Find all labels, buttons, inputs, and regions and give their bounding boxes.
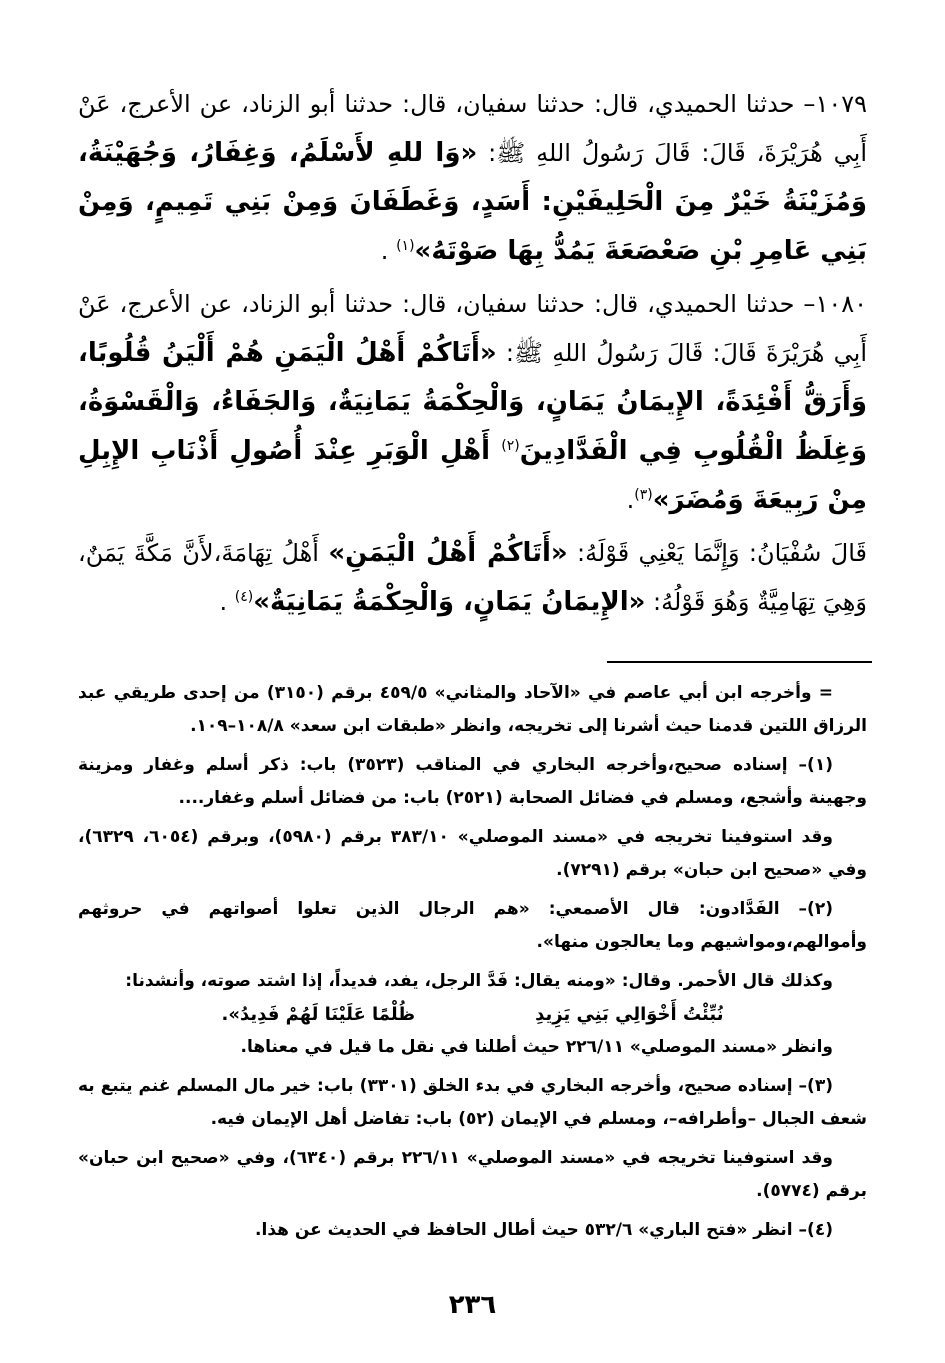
- footnote-ref-3: (٣): [634, 487, 653, 503]
- sufyan-mid: أَهْلُ تِهَامَةَ،لأَنَّ مَكَّةَ يَمَنٌ، وَهِيَ تِهَامِيَّةٌ وَهُوَ قَوْلُهُ:: [78, 539, 867, 616]
- footnotes: [78, 677, 867, 1247]
- page-number: ٢٣٦: [448, 1290, 497, 1320]
- footnote-divider: [607, 661, 872, 663]
- footnote-ref-2: (٢): [501, 438, 520, 454]
- footnote-1-more: وقد استوفينا تخريجه في «مسند الموصلي» ٣٨٣/١٠ برقم (٥٩٨٠)، وبرقم (٦٠٥٤، ٦٣٢٩)، وفي «صحيح ابن حبان» برقم (٧٢٩١).: [78, 827, 867, 880]
- footnote-ref-4: (٤): [234, 589, 254, 605]
- footnote-3-more: وقد استوفينا تخريجه في «مسند الموصلي» ٢٢٦/١١ برقم (٦٣٤٠)، وفي «صحيح ابن حبان» برقم (٥٧٧٤).: [78, 1148, 867, 1201]
- footnote-4: (٤)– انظر «فتح الباري» ٥٣٢/٦ حيث أطال الحافظ في الحديث عن هذا.: [255, 1220, 833, 1240]
- footnote-2-more: وكذلك قال الأحمر. وقال: «ومنه يقال: فَدَّ الرجل، يفد، فديداً، إذا اشتد صوته، وأنشدنا:: [125, 971, 833, 991]
- footnote-2: (٢)– الفَدَّادون: قال الأصمعي: «هم الرجال الذين تعلوا أصواتهم في حروثهم وأموالهم،ومواشيهم وما يعالجون منها».: [78, 899, 867, 952]
- footnote-3: (٣)– إسناده صحيح، وأخرجه البخاري في بدء الخلق (٣٣٠١) باب: خير مال المسلم غنم يتبع به شعف الجبال –وأطرافه–، ومسلم في الإيمان (٥٢) باب: تفاضل أهل الإيمان فيه.: [78, 1076, 867, 1129]
- hadith-1080-text-b: أَهْلِ الْوَبَرِ عِنْدَ أُصُولِ أَذْنَابِ الإِبِلِ مِنْ رَبِيعَةَ وَمُضَرَ»: [78, 436, 867, 515]
- sufyan-end: .: [219, 588, 235, 616]
- hadith-1080: [78, 280, 867, 525]
- poetry-verse: [78, 998, 867, 1031]
- verse-second-hemistich: ظُلْمًا عَلَيْنَا لَهُمْ فَدِيدُ».: [221, 1004, 416, 1025]
- main-text: [78, 80, 867, 627]
- hadith-1080-lead: عَنْ أَبِي هُرَيْرَةَ قَالَ: قَالَ رَسُولُ اللهِ ﷺ:: [78, 290, 867, 367]
- isnad-1080: ١٠٨٠– حدثنا الحميدي، قال: حدثنا سفيان، قال: حدثنا أبو الزناد، عن الأعرج،: [119, 290, 867, 318]
- verse-first-hemistich: نُبِّئْتُ أَخْوَالِي بَنِي يَزِيدِ: [535, 1004, 724, 1025]
- sufyan-comment: [78, 529, 867, 627]
- isnad-1079: ١٠٧٩– حدثنا الحميدي، قال: حدثنا سفيان، قال: حدثنا أبو الزناد، عن الأعرج،: [119, 90, 867, 118]
- hadith-1079: [78, 80, 867, 276]
- hadith-1080-end: .: [626, 486, 635, 514]
- sufyan-quote-2: «الإِيمَانُ يَمَانٍ، وَالْحِكْمَةُ يَمَانِيَةٌ»: [253, 587, 646, 617]
- hadith-1079-lead: عَنْ أَبِي هُرَيْرَةَ، قَالَ: قَالَ رَسُولُ اللهِ ﷺ:: [78, 90, 867, 167]
- footnote-ref-1: (١): [396, 238, 415, 254]
- footnote-1: (١)– إسناده صحيح،وأخرجه البخاري في المناقب (٣٥٢٣) باب: ذكر أسلم وغفار ومزينة وجهينة وأشجع، ومسلم في فضائل الصحابة (٢٥٢١) باب: من فضائل أسلم وغفار....: [78, 755, 867, 808]
- hadith-1079-text: «وَا للهِ لأَسْلَمُ، وَغِفَارُ، وَجُهَيْنَةُ، وَمُزَيْنَةُ خَيْرٌ مِنَ الْحَلِيفَيْنِ: أَسَدٍ، وَغَطَفَانَ وَمِنْ بَنِي تَمِيمٍ، وَمِنْ بَنِي عَامِرِ بْنِ صَعْصَعَةَ يَمُدُّ بِهَا صَوْتَهُ»: [78, 138, 867, 266]
- sufyan-quote-1: «أَتَاكُمْ أَهْلُ الْيَمَنِ»: [328, 538, 568, 568]
- sufyan-lead: قَالَ سُفْيَانُ: وَإِنَّمَا يَعْنِي قَوْلَهُ:: [567, 539, 868, 567]
- hadith-1079-end: .: [380, 237, 397, 265]
- footnote-continuation: = وأخرجه ابن أبي عاصم في «الآحاد والمثاني» ٤٥٩/٥ برقم (٣١٥٠) من إحدى طريقي عبد الرزاق اللتين قدمنا حيث أشرنا إلى تخريجه، وانظر «طبقات ابن سعد» ١٠٨/٨–١٠٩.: [78, 683, 867, 736]
- footnote-2-ref: وانظر «مسند الموصلي» ٢٢٦/١١ حيث أطلنا في نقل ما قيل في معناها.: [240, 1037, 833, 1057]
- hadith-1080-text-a: «أَتَاكُمْ أَهْلُ الْيَمَنِ هُمْ أَلْيَنُ قُلُوبًا، وَأَرَقُّ أَفْئِدَةً، الإِيمَانُ يَمَانٍ، وَالْحِكْمَةُ يَمَانِيَةٌ، وَالجَفَاءُ، وَالْقَسْوَةُ، وَغِلَظُ الْقُلُوبِ فِي الْفَدَّادِينَ: [78, 338, 867, 466]
